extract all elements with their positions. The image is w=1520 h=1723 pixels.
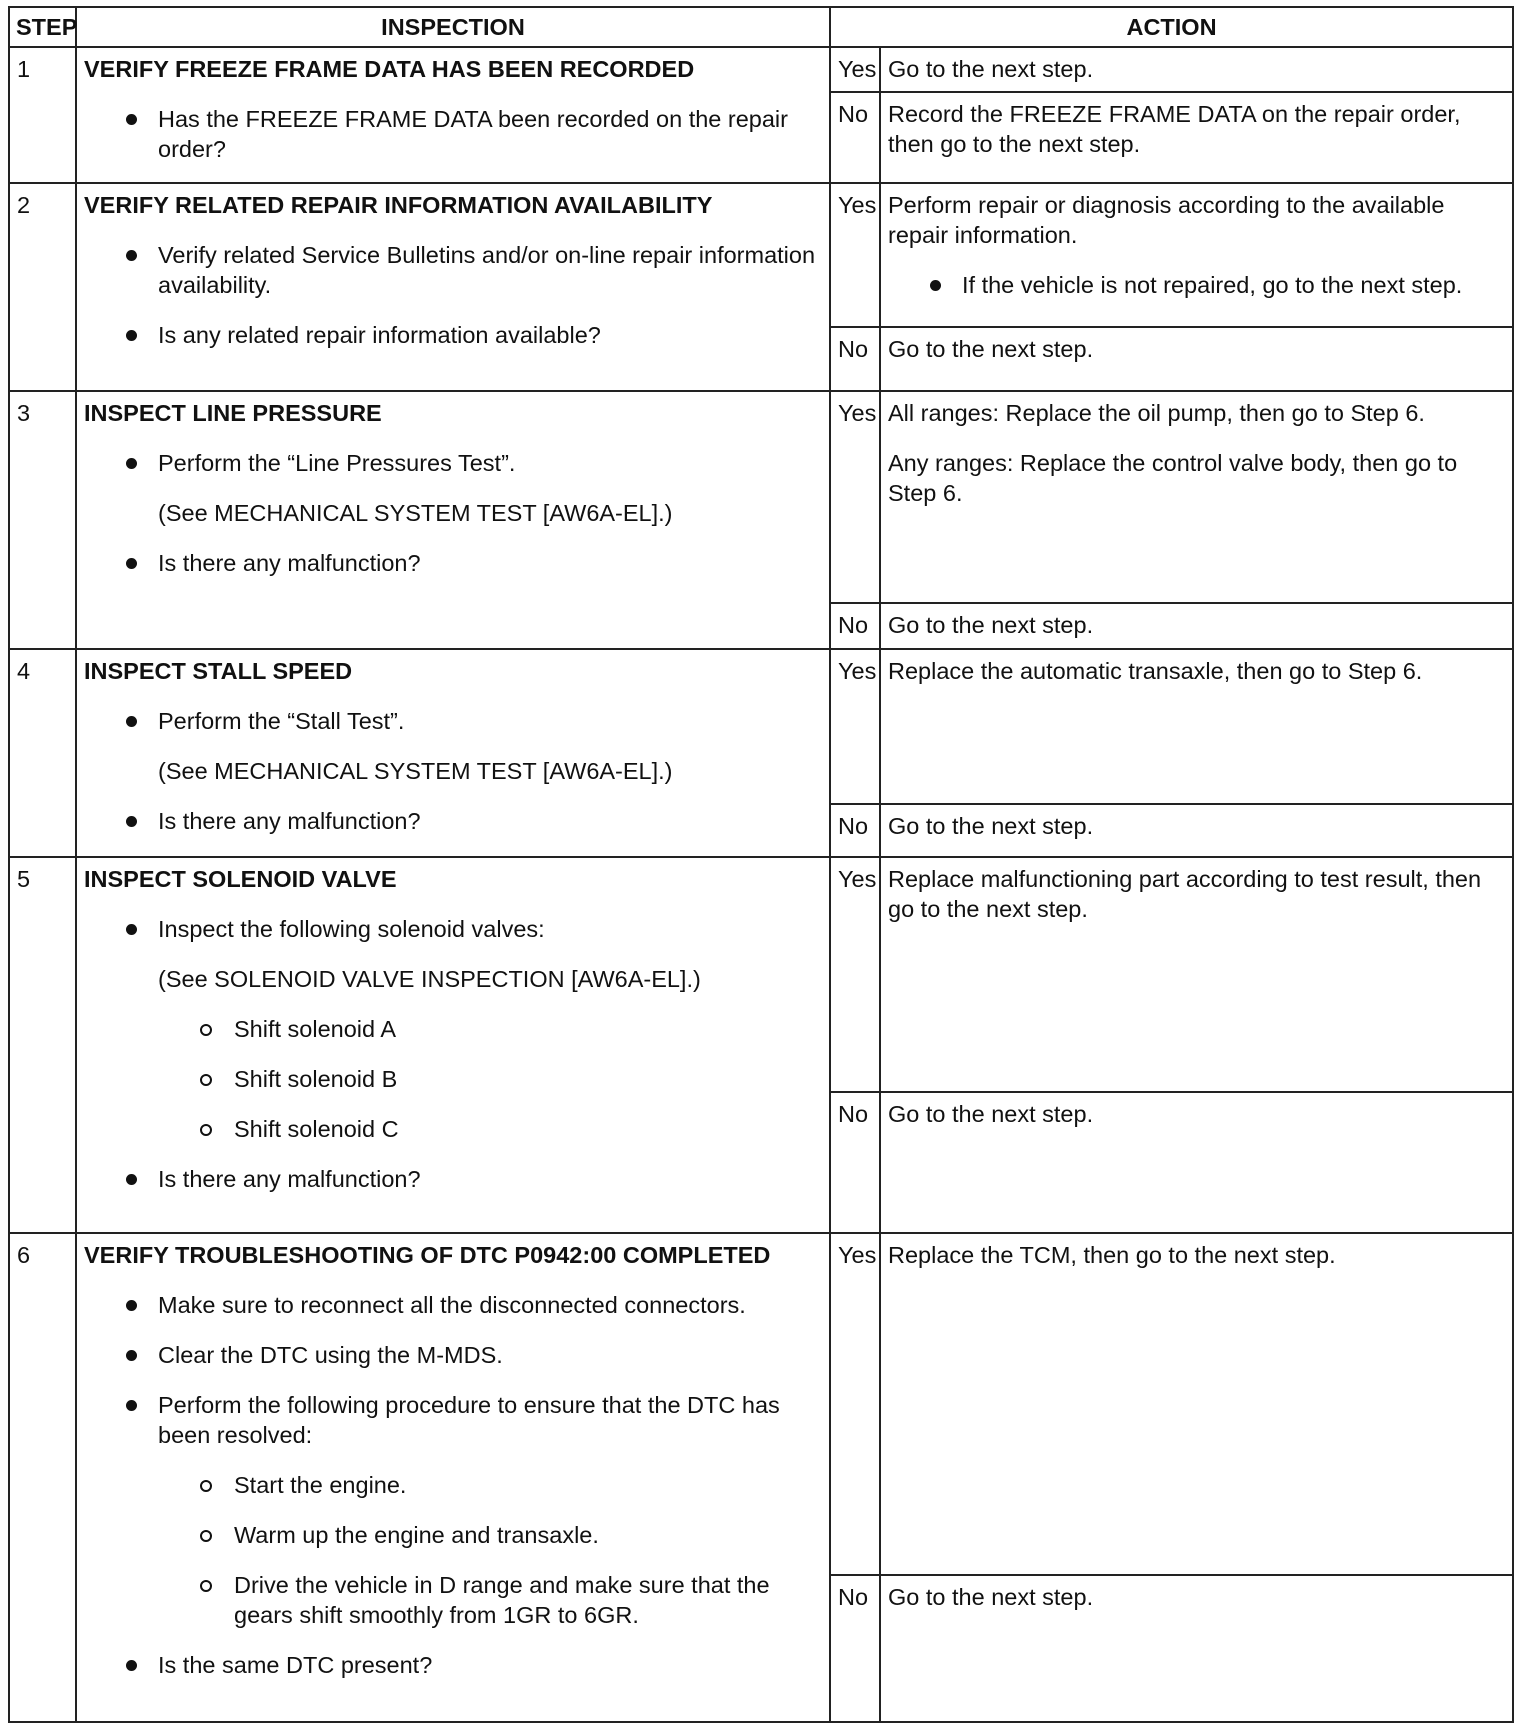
step-2-yes-row bbox=[9, 183, 1513, 327]
inspection-item: Make sure to reconnect all the disconnected connectors. bbox=[84, 1290, 822, 1320]
yes-label: Yes bbox=[830, 47, 880, 92]
solenoid-subitem: Shift solenoid C bbox=[84, 1114, 822, 1144]
inspection-item: Is any related repair information available? bbox=[84, 320, 822, 350]
no-action: Go to the next step. bbox=[880, 327, 1513, 391]
inspection-question: Is the same DTC present? bbox=[84, 1650, 822, 1680]
inspection-item: Inspect the following solenoid valves: bbox=[84, 914, 822, 944]
solenoid-subitem: Shift solenoid B bbox=[84, 1064, 822, 1094]
inspection-item: Perform the “Stall Test”. bbox=[84, 706, 822, 736]
header-row bbox=[9, 7, 1513, 47]
procedure-subitem: Drive the vehicle in D range and make sure that the gears shift smoothly from 1GR to 6GR. bbox=[84, 1570, 822, 1630]
inspection-question: Is there any malfunction? bbox=[84, 806, 822, 836]
inspection-item: Verify related Service Bulletins and/or on-line repair information availability. bbox=[84, 240, 822, 300]
no-label: No bbox=[830, 603, 880, 649]
yes-action: All ranges: Replace the oil pump, then go to Step 6. bbox=[888, 400, 1425, 426]
no-action: Go to the next step. bbox=[880, 1575, 1513, 1722]
step-3-yes-row bbox=[9, 391, 1513, 603]
no-label: No bbox=[830, 327, 880, 391]
inspection-item: Has the FREEZE FRAME DATA been recorded on the repair order? bbox=[84, 104, 822, 164]
yes-action-cell bbox=[880, 183, 1513, 327]
step-number: 4 bbox=[9, 649, 76, 857]
yes-label: Yes bbox=[830, 183, 880, 327]
step-6-yes-row bbox=[9, 1233, 1513, 1575]
no-label: No bbox=[830, 804, 880, 857]
step-number: 1 bbox=[9, 47, 76, 183]
inspection-item: Perform the “Line Pressures Test”. bbox=[84, 448, 822, 478]
inspection-question: Is there any malfunction? bbox=[84, 548, 822, 578]
inspection-cell bbox=[76, 391, 830, 649]
inspection-cell bbox=[76, 47, 830, 183]
solenoid-subitem: Shift solenoid A bbox=[84, 1014, 822, 1044]
step-number: 5 bbox=[9, 857, 76, 1233]
step-1-yes-row bbox=[9, 47, 1513, 92]
step-title: VERIFY RELATED REPAIR INFORMATION AVAILABILITY bbox=[84, 192, 713, 218]
inspection-column-header: INSPECTION bbox=[76, 7, 830, 47]
procedure-subitem: Start the engine. bbox=[84, 1470, 822, 1500]
step-title: INSPECT SOLENOID VALVE bbox=[84, 866, 397, 892]
inspection-cell bbox=[76, 649, 830, 857]
yes-action: Replace the TCM, then go to the next step. bbox=[880, 1233, 1513, 1575]
yes-action: Replace malfunctioning part according to test result, then go to the next step. bbox=[880, 857, 1513, 1092]
yes-label: Yes bbox=[830, 649, 880, 804]
inspection-item: Perform the following procedure to ensure that the DTC has been resolved: bbox=[84, 1390, 822, 1450]
step-number: 6 bbox=[9, 1233, 76, 1722]
inspection-item: Clear the DTC using the M-MDS. bbox=[84, 1340, 822, 1370]
action-column-header: ACTION bbox=[830, 7, 1513, 47]
step-4-yes-row bbox=[9, 649, 1513, 804]
reference-note: (See SOLENOID VALVE INSPECTION [AW6A-EL].) bbox=[158, 966, 701, 992]
yes-action: Go to the next step. bbox=[880, 47, 1513, 92]
step-number: 2 bbox=[9, 183, 76, 391]
step-number: 3 bbox=[9, 391, 76, 649]
yes-label: Yes bbox=[830, 391, 880, 603]
step-title: VERIFY TROUBLESHOOTING OF DTC P0942:00 COMPLETED bbox=[84, 1242, 771, 1268]
reference-note: (See MECHANICAL SYSTEM TEST [AW6A-EL].) bbox=[158, 758, 673, 784]
yes-action-cell bbox=[880, 391, 1513, 603]
no-action: Go to the next step. bbox=[880, 804, 1513, 857]
step-title: INSPECT STALL SPEED bbox=[84, 658, 353, 684]
inspection-cell bbox=[76, 1233, 830, 1722]
step-column-header: STEP bbox=[9, 7, 76, 47]
yes-label: Yes bbox=[830, 1233, 880, 1575]
procedure-subitem: Warm up the engine and transaxle. bbox=[84, 1520, 822, 1550]
no-label: No bbox=[830, 1092, 880, 1233]
no-action: Go to the next step. bbox=[880, 603, 1513, 649]
step-title: INSPECT LINE PRESSURE bbox=[84, 400, 382, 426]
no-label: No bbox=[830, 1575, 880, 1722]
inspection-cell bbox=[76, 183, 830, 391]
yes-action: Perform repair or diagnosis according to the available repair information. bbox=[888, 192, 1445, 248]
reference-note: (See MECHANICAL SYSTEM TEST [AW6A-EL].) bbox=[158, 500, 673, 526]
yes-action-alt: Any ranges: Replace the control valve body, then go to Step 6. bbox=[888, 450, 1458, 506]
step-5-yes-row bbox=[9, 857, 1513, 1092]
no-action: Go to the next step. bbox=[880, 1092, 1513, 1233]
yes-action-bullet: If the vehicle is not repaired, go to the next step. bbox=[888, 270, 1505, 300]
diagnostic-procedure-table bbox=[8, 6, 1514, 1723]
no-label: No bbox=[830, 92, 880, 183]
no-action: Record the FREEZE FRAME DATA on the repair order, then go to the next step. bbox=[880, 92, 1513, 183]
yes-label: Yes bbox=[830, 857, 880, 1092]
step-title: VERIFY FREEZE FRAME DATA HAS BEEN RECORDED bbox=[84, 56, 695, 82]
yes-action: Replace the automatic transaxle, then go to Step 6. bbox=[880, 649, 1513, 804]
inspection-question: Is there any malfunction? bbox=[84, 1164, 822, 1194]
inspection-cell bbox=[76, 857, 830, 1233]
